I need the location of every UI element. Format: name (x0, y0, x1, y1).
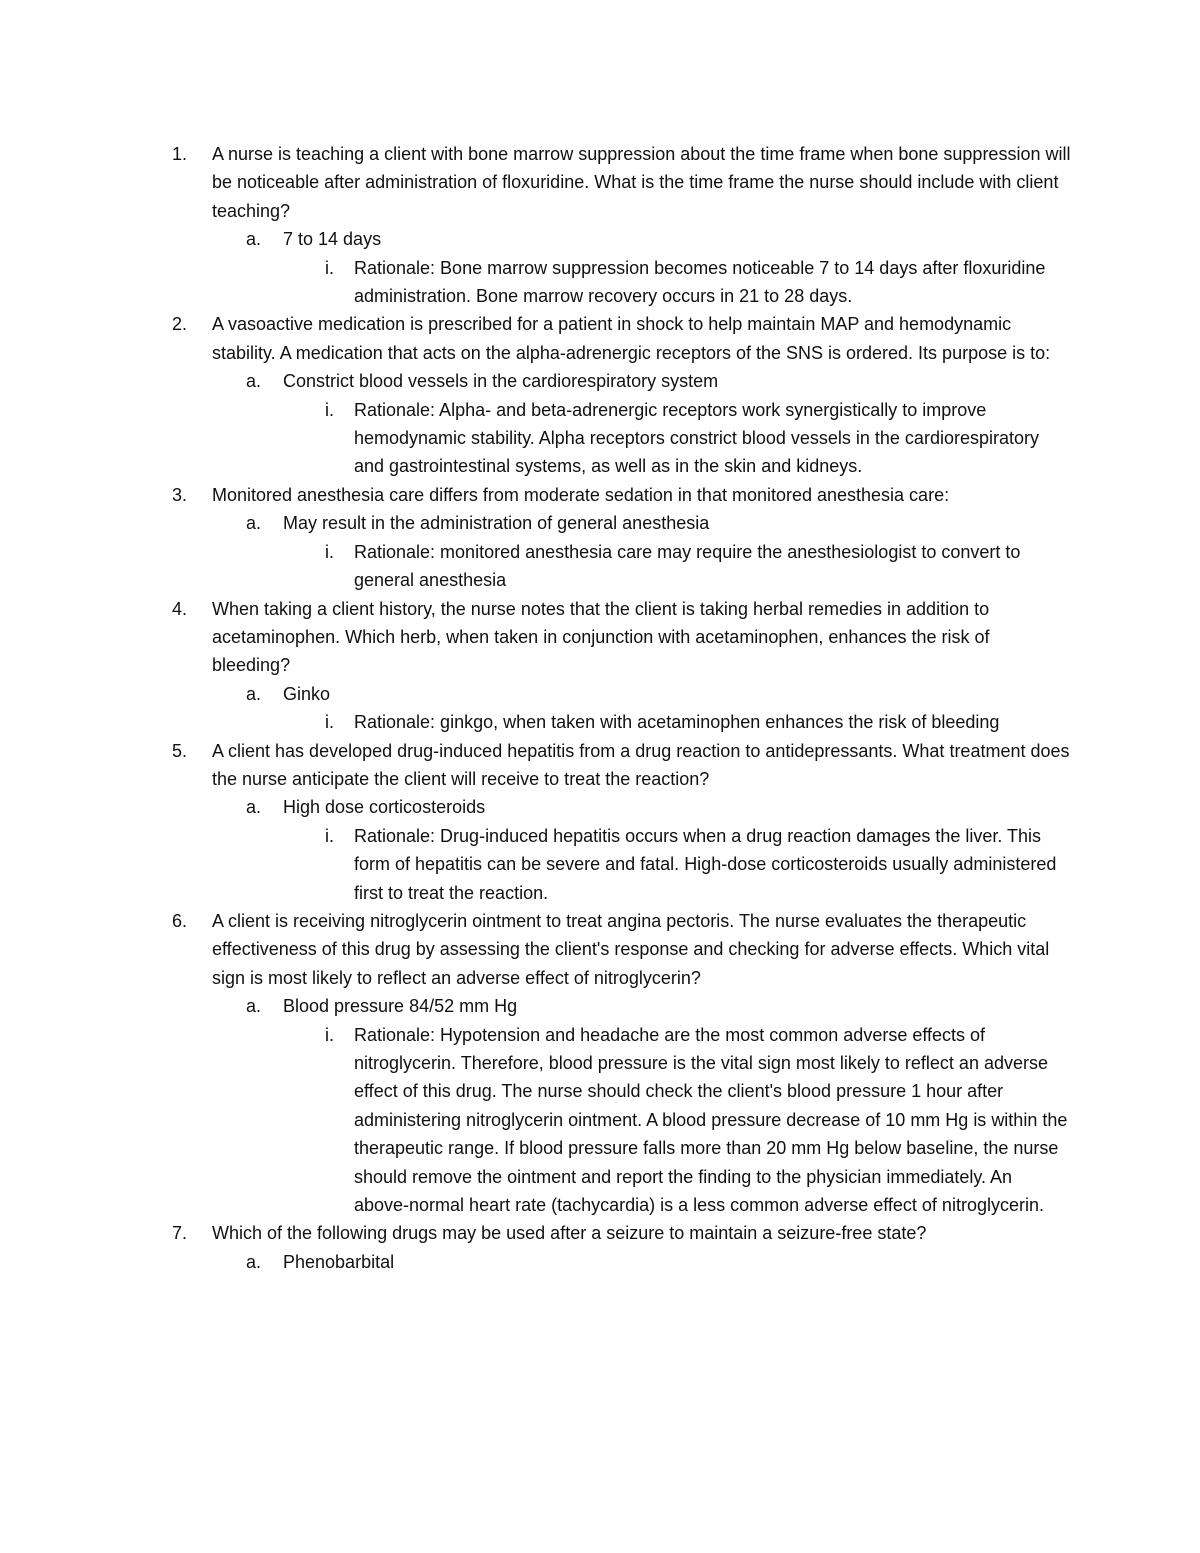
question-number: 5. (172, 740, 188, 761)
answer-text: Blood pressure 84/52 mm Hg (283, 996, 518, 1017)
rationale-item (283, 1021, 1072, 1220)
question-text: Monitored anesthesia care differs from moderate sedation in that monitored anesthesia care: (212, 484, 950, 505)
question-list (172, 140, 1072, 1276)
rationale-text: Rationale: monitored anesthesia care may require the anesthesiologist to convert to general anesthesia (354, 541, 1021, 591)
answer-text: Constrict blood vessels in the cardiorespiratory system (283, 371, 719, 392)
question-item (172, 481, 1072, 595)
rationale-text: Rationale: Bone marrow suppression becomes noticeable 7 to 14 days after floxuridine administration. Bone marrow recovery occurs in 21 to 28 days. (354, 257, 1046, 307)
question-number: 6. (172, 910, 188, 931)
question-text: A vasoactive medication is prescribed for a patient in shock to help maintain MAP and hemodynamic stability. A medication that acts on the alpha-adrenergic receptors of the SNS is ordered. Its purpose is to: (212, 314, 1051, 363)
question-item (172, 140, 1072, 310)
answer-text: Ginko (283, 683, 331, 704)
answer-item (212, 1248, 1072, 1276)
question-item (172, 1219, 1072, 1276)
question-number: 7. (172, 1223, 188, 1244)
question-text: A client has developed drug-induced hepatitis from a drug reaction to antidepressants. What treatment does the nurse anticipate the client will receive to treat the reaction? (212, 740, 1070, 789)
answer-item (212, 793, 1072, 907)
question-text: A nurse is teaching a client with bone marrow suppression about the time frame when bone suppression will be noticeable after administration of floxuridine. What is the time frame the nurse should include with client teaching? (212, 144, 1071, 221)
rationale-marker: i. (325, 712, 334, 733)
rationale-marker: i. (325, 257, 334, 278)
rationale-item (283, 822, 1072, 907)
answer-item (212, 992, 1072, 1219)
question-number: 1. (172, 144, 188, 164)
rationale-text: Rationale: Alpha- and beta-adrenergic receptors work synergistically to improve hemodynamic stability. Alpha receptors constrict blood vessels in the cardiorespiratory and gastrointestinal systems, as well as in the skin and kidneys. (354, 399, 1039, 477)
rationale-text: Rationale: ginkgo, when taken with acetaminophen enhances the risk of bleeding (354, 712, 1000, 733)
question-text: When taking a client history, the nurse notes that the client is taking herbal remedies in addition to acetaminophen. Which herb, when taken in conjunction with acetaminophen, enhances the risk of bleeding? (212, 598, 990, 676)
answer-letter: a. (246, 683, 262, 704)
answer-letter: a. (246, 797, 262, 818)
answer-text: 7 to 14 days (283, 229, 382, 250)
question-item (172, 310, 1072, 480)
rationale-marker: i. (325, 825, 334, 846)
question-item (172, 595, 1072, 737)
question-text: Which of the following drugs may be used after a seizure to maintain a seizure-free state? (212, 1223, 927, 1244)
answer-letter: a. (246, 371, 262, 392)
rationale-text: Rationale: Drug-induced hepatitis occurs when a drug reaction damages the liver. This form of hepatitis can be severe and fatal. High-dose corticosteroids usually administered first to treat the reaction. (354, 825, 1057, 903)
answer-item (212, 509, 1072, 594)
rationale-item (283, 708, 1072, 736)
rationale-marker: i. (325, 1024, 334, 1045)
answer-text: Phenobarbital (283, 1251, 395, 1272)
rationale-item (283, 254, 1072, 311)
question-number: 2. (172, 314, 188, 335)
answer-text: High dose corticosteroids (283, 797, 486, 818)
answer-item (212, 367, 1072, 481)
rationale-text: Rationale: Hypotension and headache are the most common adverse effects of nitroglycerin. Therefore, blood pressure is the vital sign most likely to reflect an adverse effect of this drug. The nurse should check the client's blood pressure 1 hour after administering nitroglycerin ointment. A blood pressure decrease of 10 mm Hg is within the therapeutic range. If blood pressure falls more than 20 mm Hg below baseline, the nurse should remove the ointment and report the finding to the physician immediately. An above-normal heart rate (tachycardia) is a less common adverse effect of nitroglycerin. (354, 1024, 1068, 1216)
question-number: 3. (172, 484, 188, 505)
rationale-item (283, 538, 1072, 595)
answer-item (212, 680, 1072, 737)
question-item (172, 907, 1072, 1219)
question-number: 4. (172, 598, 188, 619)
answer-letter: a. (246, 229, 262, 250)
answer-letter: a. (246, 513, 262, 534)
rationale-item (283, 396, 1072, 481)
answer-letter: a. (246, 996, 262, 1017)
question-text: A client is receiving nitroglycerin ointment to treat angina pectoris. The nurse evaluates the therapeutic effectiveness of this drug by assessing the client's response and checking for adverse effects. Which vital sign is most likely to reflect an adverse effect of nitroglycerin? (212, 910, 1050, 988)
rationale-marker: i. (325, 541, 334, 562)
rationale-marker: i. (325, 399, 334, 420)
answer-item (212, 225, 1072, 310)
question-item (172, 737, 1072, 907)
answer-text: May result in the administration of general anesthesia (283, 513, 710, 534)
answer-letter: a. (246, 1251, 262, 1272)
